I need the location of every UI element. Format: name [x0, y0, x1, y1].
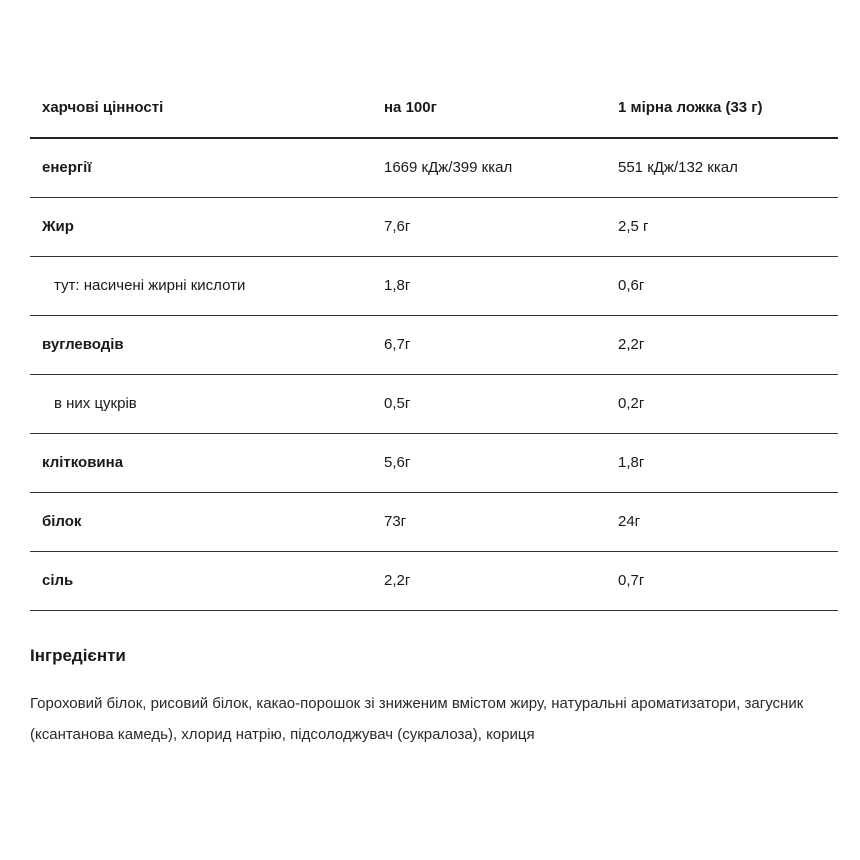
nutrition-table-container: [30, 78, 838, 611]
row-value-per-100g: 2,2г: [372, 552, 606, 611]
row-label: Жир: [30, 198, 372, 257]
row-value-per-scoop: 1,8г: [606, 434, 838, 493]
row-label: клітковина: [30, 434, 372, 493]
row-value-per-scoop: 551 кДж/132 ккал: [606, 138, 838, 198]
table-row: [30, 257, 838, 316]
table-row: [30, 552, 838, 611]
row-label: в них цукрів: [30, 375, 372, 434]
table-row: [30, 138, 838, 198]
row-value-per-100g: 1,8г: [372, 257, 606, 316]
row-value-per-scoop: 24г: [606, 493, 838, 552]
row-value-per-100g: 0,5г: [372, 375, 606, 434]
row-value-per-scoop: 2,5 г: [606, 198, 838, 257]
header-per-100g: на 100г: [372, 78, 606, 138]
row-label: тут: насичені жирні кислоти: [30, 257, 372, 316]
row-value-per-scoop: 0,7г: [606, 552, 838, 611]
header-per-scoop: 1 мірна ложка (33 г): [606, 78, 838, 138]
row-label: білок: [30, 493, 372, 552]
row-value-per-100g: 1669 кДж/399 ккал: [372, 138, 606, 198]
table-row: [30, 316, 838, 375]
nutrition-table: [30, 78, 838, 611]
ingredients-text: Гороховий білок, рисовий білок, какао-порошок зі зниженим вмістом жиру, натуральні ароматизатори, загусник (ксантанова камедь), хлорид натрію, підсолоджувач (сукралоза), кориця: [30, 695, 804, 743]
ingredients-title: Інгредієнти: [30, 646, 126, 665]
row-label: енергії: [30, 138, 372, 198]
table-row: [30, 375, 838, 434]
header-nutrient: харчові цінності: [30, 78, 372, 138]
table-row: [30, 198, 838, 257]
table-row: [30, 434, 838, 493]
row-value-per-100g: 5,6г: [372, 434, 606, 493]
row-value-per-100g: 6,7г: [372, 316, 606, 375]
row-label: сіль: [30, 552, 372, 611]
row-value-per-100g: 7,6г: [372, 198, 606, 257]
row-value-per-scoop: 2,2г: [606, 316, 838, 375]
row-value-per-scoop: 0,2г: [606, 375, 838, 434]
row-value-per-100g: 73г: [372, 493, 606, 552]
row-label: вуглеводів: [30, 316, 372, 375]
table-row: [30, 493, 838, 552]
table-header-row: [30, 78, 838, 138]
row-value-per-scoop: 0,6г: [606, 257, 838, 316]
